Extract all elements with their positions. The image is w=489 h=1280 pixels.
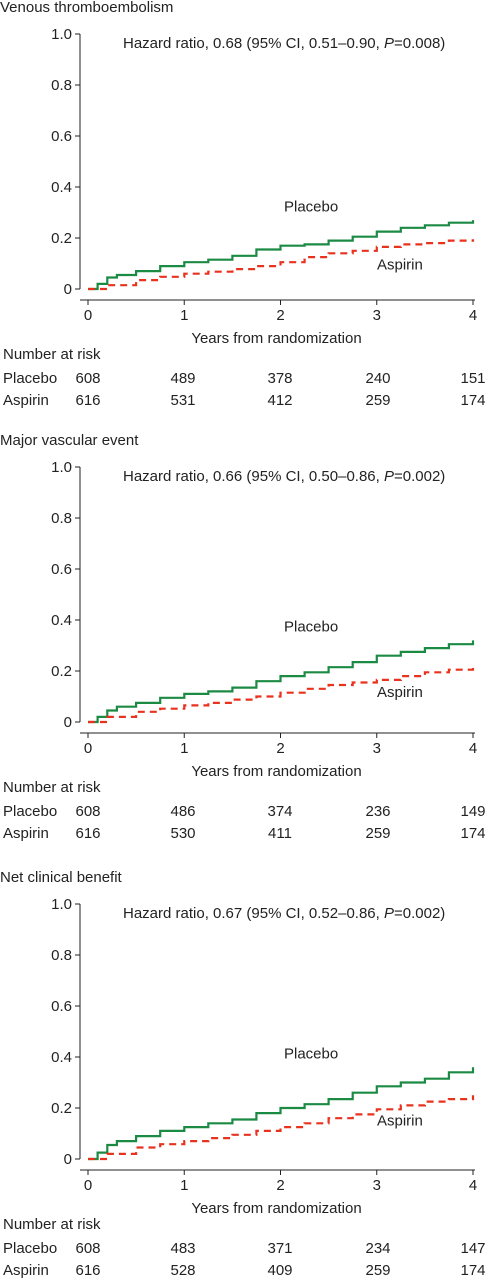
hazard-ratio-annotation: Hazard ratio, 0.67 (95% CI, 0.52–0.86, P=0.002) xyxy=(123,905,446,922)
x-tick-label: 1 xyxy=(180,740,189,757)
risk-value: 530 xyxy=(170,825,196,842)
risk-value: 486 xyxy=(170,803,196,820)
x-tick-label: 3 xyxy=(372,307,381,324)
risk-value: 411 xyxy=(268,825,292,842)
x-axis-label: Years from randomization xyxy=(191,763,362,780)
y-tick-label: 0 xyxy=(63,281,72,298)
x-tick-label: 2 xyxy=(276,740,285,757)
y-tick-label: 0.4 xyxy=(51,179,72,196)
x-tick-label: 2 xyxy=(276,307,285,324)
risk-value: 236 xyxy=(365,803,391,820)
y-tick-label: 0 xyxy=(63,714,72,731)
risk-value: 151 xyxy=(460,370,486,387)
x-tick-label: 4 xyxy=(468,740,478,757)
y-tick-label: 0.2 xyxy=(51,1100,72,1117)
series-line-placebo xyxy=(88,220,473,289)
x-tick-label: 2 xyxy=(276,1177,285,1194)
series-label-placebo: Placebo xyxy=(284,1045,339,1063)
risk-value: 259 xyxy=(365,392,391,409)
y-tick-label: 0.4 xyxy=(51,612,72,629)
y-tick-label: 0.2 xyxy=(51,663,72,680)
chart-title: Venous thromboembolism xyxy=(0,0,174,16)
y-tick-label: 0 xyxy=(63,1151,72,1168)
y-tick-label: 0.8 xyxy=(51,947,72,964)
hazard-ratio-annotation: Hazard ratio, 0.66 (95% CI, 0.50–0.86, P=0.002) xyxy=(123,468,446,485)
chart-title: Net clinical benefit xyxy=(0,869,122,886)
y-tick-label: 0.6 xyxy=(51,561,72,578)
y-tick-label: 1.0 xyxy=(51,896,72,913)
risk-value: 531 xyxy=(170,392,196,409)
risk-value: 149 xyxy=(460,803,486,820)
risk-row-label: Placebo xyxy=(3,803,58,820)
x-tick-label: 1 xyxy=(180,307,189,324)
x-tick-label: 3 xyxy=(372,740,381,757)
x-tick-label: 0 xyxy=(83,1177,93,1194)
risk-value: 483 xyxy=(170,1240,196,1257)
chart-panel-3 xyxy=(0,869,486,1279)
risk-row-label: Placebo xyxy=(3,370,58,387)
risk-row-label: Aspirin xyxy=(3,1262,49,1279)
x-tick-label: 3 xyxy=(372,1177,381,1194)
risk-value: 616 xyxy=(75,825,101,842)
risk-row-label: Aspirin xyxy=(3,825,49,842)
risk-value: 489 xyxy=(170,370,196,387)
x-tick-label: 1 xyxy=(180,1177,189,1194)
risk-value: 412 xyxy=(267,392,293,409)
risk-value: 608 xyxy=(75,370,101,387)
chart-title: Major vascular event xyxy=(0,432,139,449)
risk-table-header: Number at risk xyxy=(3,346,101,363)
risk-value: 174 xyxy=(460,392,486,409)
series-label-aspirin: Aspirin xyxy=(377,684,423,702)
x-tick-label: 0 xyxy=(83,740,93,757)
risk-value: 174 xyxy=(460,1262,486,1279)
risk-row-label: Placebo xyxy=(3,1240,58,1257)
risk-value: 240 xyxy=(365,370,391,387)
risk-table-header: Number at risk xyxy=(3,1216,101,1233)
risk-table-header: Number at risk xyxy=(3,779,101,796)
risk-value: 234 xyxy=(365,1240,391,1257)
y-tick-label: 1.0 xyxy=(51,459,72,476)
y-tick-label: 1.0 xyxy=(51,26,72,43)
risk-value: 259 xyxy=(365,825,391,842)
series-label-aspirin: Aspirin xyxy=(377,256,423,274)
x-tick-label: 4 xyxy=(468,1177,478,1194)
risk-value: 378 xyxy=(267,370,293,387)
risk-value: 259 xyxy=(365,1262,391,1279)
risk-value: 409 xyxy=(267,1262,293,1279)
risk-value: 374 xyxy=(267,803,293,820)
hazard-ratio-annotation: Hazard ratio, 0.68 (95% CI, 0.51–0.90, P=0.008) xyxy=(123,35,446,52)
risk-value: 608 xyxy=(75,803,101,820)
x-tick-label: 0 xyxy=(83,307,93,324)
x-tick-label: 4 xyxy=(468,307,478,324)
chart-panel-2 xyxy=(0,432,486,842)
series-label-placebo: Placebo xyxy=(284,198,339,216)
risk-value: 528 xyxy=(170,1262,196,1279)
y-tick-label: 0.8 xyxy=(51,510,72,527)
x-axis-label: Years from randomization xyxy=(191,330,362,347)
chart-panel-1 xyxy=(0,0,486,409)
y-tick-label: 0.8 xyxy=(51,77,72,94)
risk-value: 174 xyxy=(460,825,486,842)
risk-value: 608 xyxy=(75,1240,101,1257)
x-axis-label: Years from randomization xyxy=(191,1200,362,1217)
y-tick-label: 0.2 xyxy=(51,230,72,247)
risk-value: 616 xyxy=(75,392,101,409)
risk-value: 371 xyxy=(267,1240,293,1257)
risk-row-label: Aspirin xyxy=(3,392,49,409)
y-tick-label: 0.6 xyxy=(51,128,72,145)
risk-value: 147 xyxy=(460,1240,486,1257)
y-tick-label: 0.4 xyxy=(51,1049,72,1066)
series-line-placebo xyxy=(88,640,473,722)
y-tick-label: 0.6 xyxy=(51,998,72,1015)
series-label-placebo: Placebo xyxy=(284,618,339,636)
risk-value: 616 xyxy=(75,1262,101,1279)
series-label-aspirin: Aspirin xyxy=(377,1112,423,1130)
